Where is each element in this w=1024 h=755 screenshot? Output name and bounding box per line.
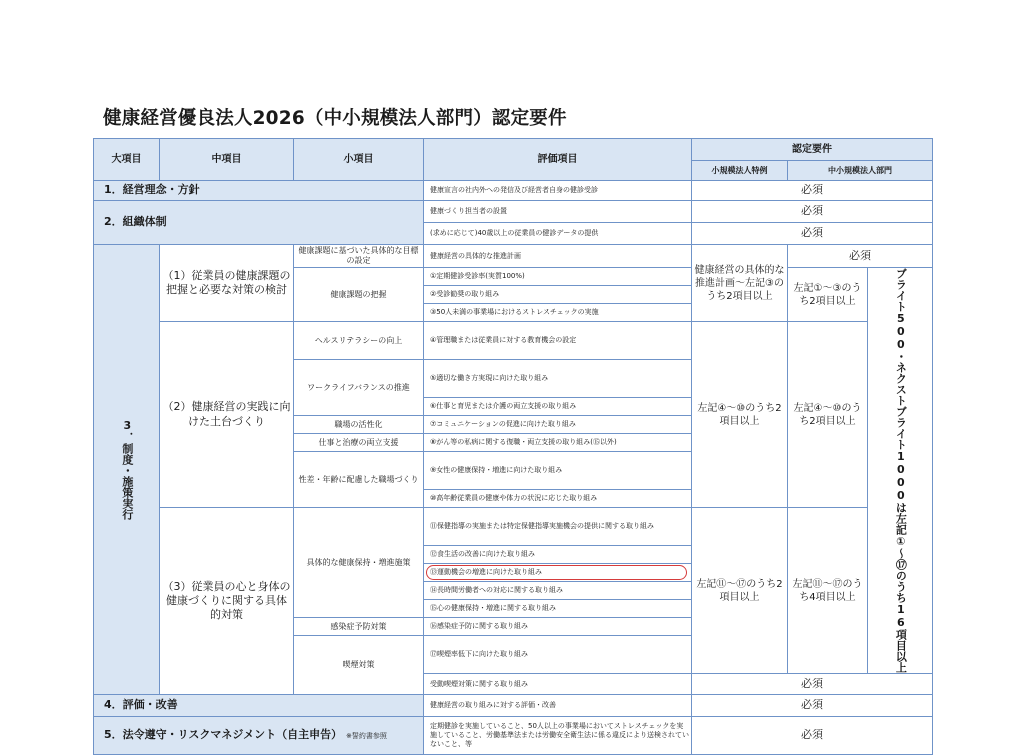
small-exception-condition-3: 左記⑪～⑰のうち2項目以上 (692, 508, 788, 674)
eval-item: 健康経営の取り組みに対する評価・改善 (424, 695, 692, 717)
eval-item: ⑫食生活の改善に向けた取り組み (424, 546, 692, 564)
eval-item: (求めに応じて)40歳以上の従業員の健診データの提供 (424, 223, 692, 245)
small-exception-condition-1: 健康経営の具体的な推進計画～左記③のうち2項目以上 (692, 245, 788, 322)
eval-item: ①定期健診受診率(実質100%) (424, 268, 692, 286)
eval-item: ③50人未満の事業場におけるストレスチェックの実施 (424, 304, 692, 322)
eval-item-text: ⑬運動機会の増進に向けた取り組み (430, 568, 542, 577)
category-3: 3．制度・施策実行 (94, 245, 160, 695)
middle-item-2: （2）健康経営の実践に向けた土台づくり (160, 322, 294, 508)
highlight-circle (426, 565, 687, 580)
eval-item: 受動喫煙対策に関する取り組み (424, 674, 692, 695)
minor-item: 性差・年齢に配慮した職場づくり (294, 452, 424, 508)
eval-item: 定期健診を実施していること、50人以上の事業場においてストレスチェックを実施していること、労働基準法または労働安全衛生法に係る違反により送検されていないこと、等 (424, 717, 692, 755)
minor-item: 喫煙対策 (294, 636, 424, 695)
bright-500-condition: ブライト500・ネクストブライト1000は左記①～⑰のうち16項目以上 (868, 268, 933, 674)
header-major: 大項目 (94, 139, 160, 181)
eval-item: ⑦コミュニケーションの促進に向けた取り組み (424, 416, 692, 434)
minor-item: 健康課題の把握 (294, 268, 424, 322)
eval-item: ⑥仕事と育児または介護の両立支援の取り組み (424, 398, 692, 416)
requirement-cell: 必須 (692, 717, 933, 755)
eval-item: 健康経営の具体的な推進計画 (424, 245, 692, 268)
requirement-cell: 必須 (788, 245, 933, 268)
requirement-cell: 必須 (692, 181, 933, 201)
requirement-cell: 必須 (692, 201, 933, 223)
eval-item: 健康づくり担当者の設置 (424, 201, 692, 223)
minor-item: 職場の活性化 (294, 416, 424, 434)
requirement-cell: 必須 (692, 695, 933, 717)
category-5-label: 5．法令遵守・リスクマネジメント（自主申告） (104, 728, 343, 742)
minor-item: 仕事と治療の両立支援 (294, 434, 424, 452)
minor-item: 具体的な健康保持・増進施策 (294, 508, 424, 618)
eval-item: ⑰喫煙率低下に向けた取り組み (424, 636, 692, 674)
header-middle: 中項目 (160, 139, 294, 181)
medium-condition-2: 左記④～⑩のうち2項目以上 (788, 322, 868, 508)
requirement-cell: 必須 (692, 223, 933, 245)
category-5 (94, 717, 424, 755)
category-2: 2．組織体制 (94, 201, 424, 245)
medium-condition-3: 左記⑪～⑰のうち4項目以上 (788, 508, 868, 674)
header-eval: 評価項目 (424, 139, 692, 181)
eval-item: ④管理職または従業員に対する教育機会の設定 (424, 322, 692, 360)
header-small-exception: 小規模法人特例 (692, 161, 788, 181)
eval-item-highlighted (424, 564, 692, 582)
eval-item: 健康宣言の社内外への発信及び経営者自身の健診受診 (424, 181, 692, 201)
page-title: 健康経営優良法人2026（中小規模法人部門）認定要件 (103, 108, 567, 129)
medium-condition-1: 左記①～③のうち2項目以上 (788, 268, 868, 322)
eval-item: ⑯感染症予防に関する取り組み (424, 618, 692, 636)
eval-item: ⑭長時間労働者への対応に関する取り組み (424, 582, 692, 600)
header-minor: 小項目 (294, 139, 424, 181)
eval-item: ⑪保健指導の実施または特定保健指導実施機会の提供に関する取り組み (424, 508, 692, 546)
small-exception-condition-2: 左記④～⑩のうち2項目以上 (692, 322, 788, 508)
eval-item: ⑧がん等の私病に関する復職・両立支援の取り組み(⑮以外) (424, 434, 692, 452)
category-1: 1．経営理念・方針 (94, 181, 424, 201)
eval-item: ②受診勧奨の取り組み (424, 286, 692, 304)
header-requirements: 認定要件 (692, 139, 933, 161)
minor-item: 感染症予防対策 (294, 618, 424, 636)
minor-item: ヘルスリテラシーの向上 (294, 322, 424, 360)
category-5-note: ※誓約書参照 (345, 732, 387, 741)
requirement-cell: 必須 (692, 674, 933, 695)
minor-item: 健康課題に基づいた具体的な目標の設定 (294, 245, 424, 268)
middle-item-1: （1）従業員の健康課題の把握と必要な対策の検討 (160, 245, 294, 322)
requirements-table (93, 138, 933, 755)
eval-item: ⑤適切な働き方実現に向けた取り組み (424, 360, 692, 398)
eval-item: ⑩高年齢従業員の健康や体力の状況に応じた取り組み (424, 490, 692, 508)
middle-item-3: （3）従業員の心と身体の健康づくりに関する具体的対策 (160, 508, 294, 695)
eval-item: ⑨女性の健康保持・増進に向けた取り組み (424, 452, 692, 490)
minor-item: ワークライフバランスの推進 (294, 360, 424, 416)
header-medium-division: 中小規模法人部門 (788, 161, 933, 181)
category-4: 4．評価・改善 (94, 695, 424, 717)
eval-item: ⑮心の健康保持・増進に関する取り組み (424, 600, 692, 618)
